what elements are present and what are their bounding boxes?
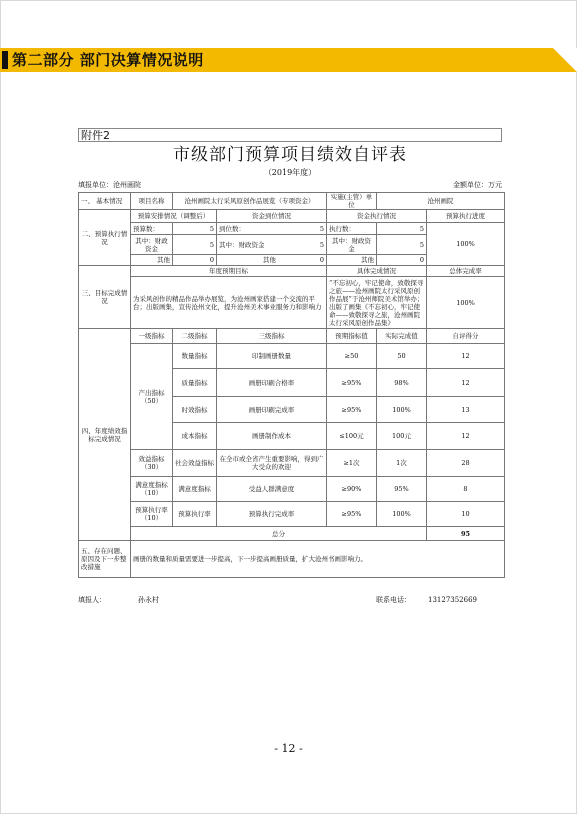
- header-corner: [553, 48, 577, 72]
- overall-rate: 100%: [427, 277, 505, 329]
- issues-row: [79, 541, 505, 578]
- footer-row: [78, 594, 504, 606]
- actual-value: 100元: [377, 423, 427, 450]
- l1-benefit: 效益指标（30）: [131, 450, 173, 477]
- l2-indicator: 成本指标: [173, 423, 217, 450]
- expected-value: ≥95%: [327, 397, 377, 423]
- progress-header: 预算执行进度: [427, 210, 505, 223]
- attachment-label: 附件2: [78, 128, 502, 142]
- l3-indicator: 印制画册数量: [217, 344, 327, 369]
- annual-goal: 为采风创作的精品作品举办展览，为沧州画家搭建一个交流的平台；出版画集，宣传沧州文化，提升沧州美术事业服务力和影响力: [131, 277, 327, 329]
- issues-section-label: 五、存在问题、原因及下一步整改措施: [79, 541, 131, 578]
- l3-indicator: 画册制作成本: [217, 423, 327, 450]
- issues-text: 画册的数量和质量需要进一步提高，下一步提高画册质量，扩大沧州书画影响力。: [131, 541, 505, 578]
- score-value: 12: [427, 423, 505, 450]
- budget-total-label: 预算数：: [131, 223, 173, 235]
- l1-output: 产出指标（50）: [131, 344, 173, 450]
- arrived-label: 到位数：: [219, 224, 245, 233]
- l3-indicator: 预算执行完成率: [217, 502, 327, 527]
- score-value: 28: [427, 450, 505, 477]
- arrived-other-cell: [217, 255, 327, 266]
- document-year: （2019年度）: [263, 168, 317, 177]
- l3-header: 三级指标: [217, 329, 327, 344]
- exec-label: 执行数：: [327, 223, 377, 235]
- total-score-row: [79, 527, 505, 541]
- exec-other-label: 其他: [327, 255, 377, 266]
- arrived-fiscal: 5: [319, 240, 324, 249]
- filler-name: 孙永村: [138, 596, 159, 604]
- indicator-row: [79, 450, 505, 477]
- expected-header: 预期指标值: [327, 329, 377, 344]
- goals-header-row: [79, 266, 505, 277]
- actual-value: 100%: [377, 397, 427, 423]
- score-value: 13: [427, 397, 505, 423]
- expected-value: ≥1次: [327, 450, 377, 477]
- project-name-label: 项目名称: [131, 193, 173, 210]
- l3-indicator: 在全市或全省产生重要影响，得到广大受众的欢迎: [217, 450, 327, 477]
- actual-value: 98%: [377, 369, 427, 397]
- exec-total: 5: [377, 223, 427, 235]
- l1-satisfaction: 满意度指标（10）: [131, 477, 173, 502]
- goals-section-label: 三、目标完成情况: [79, 266, 131, 329]
- section-title: 第二部分 部门决算情况说明: [12, 51, 204, 69]
- indicator-row: [79, 477, 505, 502]
- goals-content-row: [79, 277, 505, 329]
- basic-row: [79, 193, 505, 210]
- budget-total-row: [79, 223, 505, 235]
- exec-fiscal: 5: [377, 235, 427, 255]
- annual-goal-header: 年度预期目标: [131, 266, 327, 277]
- score-header: 自评得分: [427, 329, 505, 344]
- evaluation-table: [78, 192, 505, 578]
- amount-unit: 金额单位：万元: [453, 181, 502, 189]
- budget-other: 0: [173, 255, 217, 266]
- l2-indicator: 社会效益指标: [173, 450, 217, 477]
- impl-unit: 沧州画院: [377, 193, 505, 210]
- impl-unit-label: 实施(主管）单位: [327, 193, 377, 210]
- score-value: 8: [427, 477, 505, 502]
- indicator-row: [79, 344, 505, 369]
- budget-other-label: 其他: [131, 255, 173, 266]
- l3-indicator: 受益人群满意度: [217, 477, 327, 502]
- exec-fiscal-label: 其中：财政资金: [327, 235, 377, 255]
- l3-indicator: 画册印刷合格率: [217, 369, 327, 397]
- l2-header: 二级指标: [173, 329, 217, 344]
- exec-other: 0: [377, 255, 427, 266]
- budget-fiscal: 5: [173, 235, 217, 255]
- section-header-bar: [0, 48, 577, 72]
- budget-plan-header: 预算安排情况（调整后）: [131, 210, 217, 223]
- actual-value: 1次: [377, 450, 427, 477]
- actual-value: 100%: [377, 502, 427, 527]
- indicator-row: [79, 502, 505, 527]
- arrived-total-cell: [217, 223, 327, 235]
- exec-header: 资金执行情况: [327, 210, 427, 223]
- specific-completion: “不忘初心，牢记使命，致敬探寻之旅——沧州画院太行采风原创作品展”于沧州师院美术馆举办；出版了画集《不忘初心，牢记使命——致敬探寻之旅，沧州画院太行采风原创作品集》: [327, 277, 427, 329]
- arrived-other: 0: [319, 256, 324, 264]
- expected-value: ≥50: [327, 344, 377, 369]
- arrived-fiscal-cell: [217, 235, 327, 255]
- expected-value: ≥90%: [327, 477, 377, 502]
- header-mark: [2, 51, 8, 69]
- indicator-header-row: [79, 329, 505, 344]
- phone-label: 联系电话：: [376, 596, 411, 604]
- arrived-fiscal-label: 其中：财政资金: [219, 240, 265, 249]
- budget-total: 5: [173, 223, 217, 235]
- l1-budget-exec: 预算执行率（10）: [131, 502, 173, 527]
- indicator-section-label: 四、年度绩效指标完成情况: [79, 329, 131, 541]
- l2-indicator: 质量指标: [173, 369, 217, 397]
- funding-header: 资金到位情况: [217, 210, 327, 223]
- filler-label: 填报人：: [78, 596, 106, 604]
- rate-header: 总体完成率: [427, 266, 505, 277]
- l2-indicator: 满意度指标: [173, 477, 217, 502]
- budget-header-row: [79, 210, 505, 223]
- page-number: - 12 -: [274, 742, 303, 755]
- l2-indicator: 数量指标: [173, 344, 217, 369]
- score-value: 12: [427, 344, 505, 369]
- expected-value: ≥95%: [327, 369, 377, 397]
- l2-indicator: 时效指标: [173, 397, 217, 423]
- expected-value: ≤100元: [327, 423, 377, 450]
- budget-progress: 100%: [427, 223, 505, 266]
- document-title: 市级部门预算项目绩效自评表: [173, 145, 407, 165]
- expected-value: ≥95%: [327, 502, 377, 527]
- arrived-other-label: 其他: [262, 256, 276, 264]
- l1-header: 一级指标: [131, 329, 173, 344]
- phone-number: 13127352669: [428, 596, 477, 604]
- actual-value: 95%: [377, 477, 427, 502]
- basic-section-label: 一、 基本情况: [79, 193, 131, 210]
- total-score: 95: [427, 527, 505, 541]
- total-score-label: 总分: [131, 527, 427, 541]
- budget-section-label: 二、预算执行情况: [79, 210, 131, 266]
- l3-indicator: 画册印刷完成率: [217, 397, 327, 423]
- specific-header: 具体完成情况: [327, 266, 427, 277]
- l2-indicator: 预算执行率: [173, 502, 217, 527]
- filled-unit: 填报单位：沧州画院: [78, 181, 141, 189]
- actual-value: 50: [377, 344, 427, 369]
- score-value: 12: [427, 369, 505, 397]
- score-value: 10: [427, 502, 505, 527]
- actual-header: 实际完成值: [377, 329, 427, 344]
- arrived-total: 5: [319, 224, 324, 233]
- project-name: 沧州画院太行采风原创作品展览（专项资金）: [173, 193, 327, 210]
- budget-fiscal-label: 其中：财政资金: [131, 235, 173, 255]
